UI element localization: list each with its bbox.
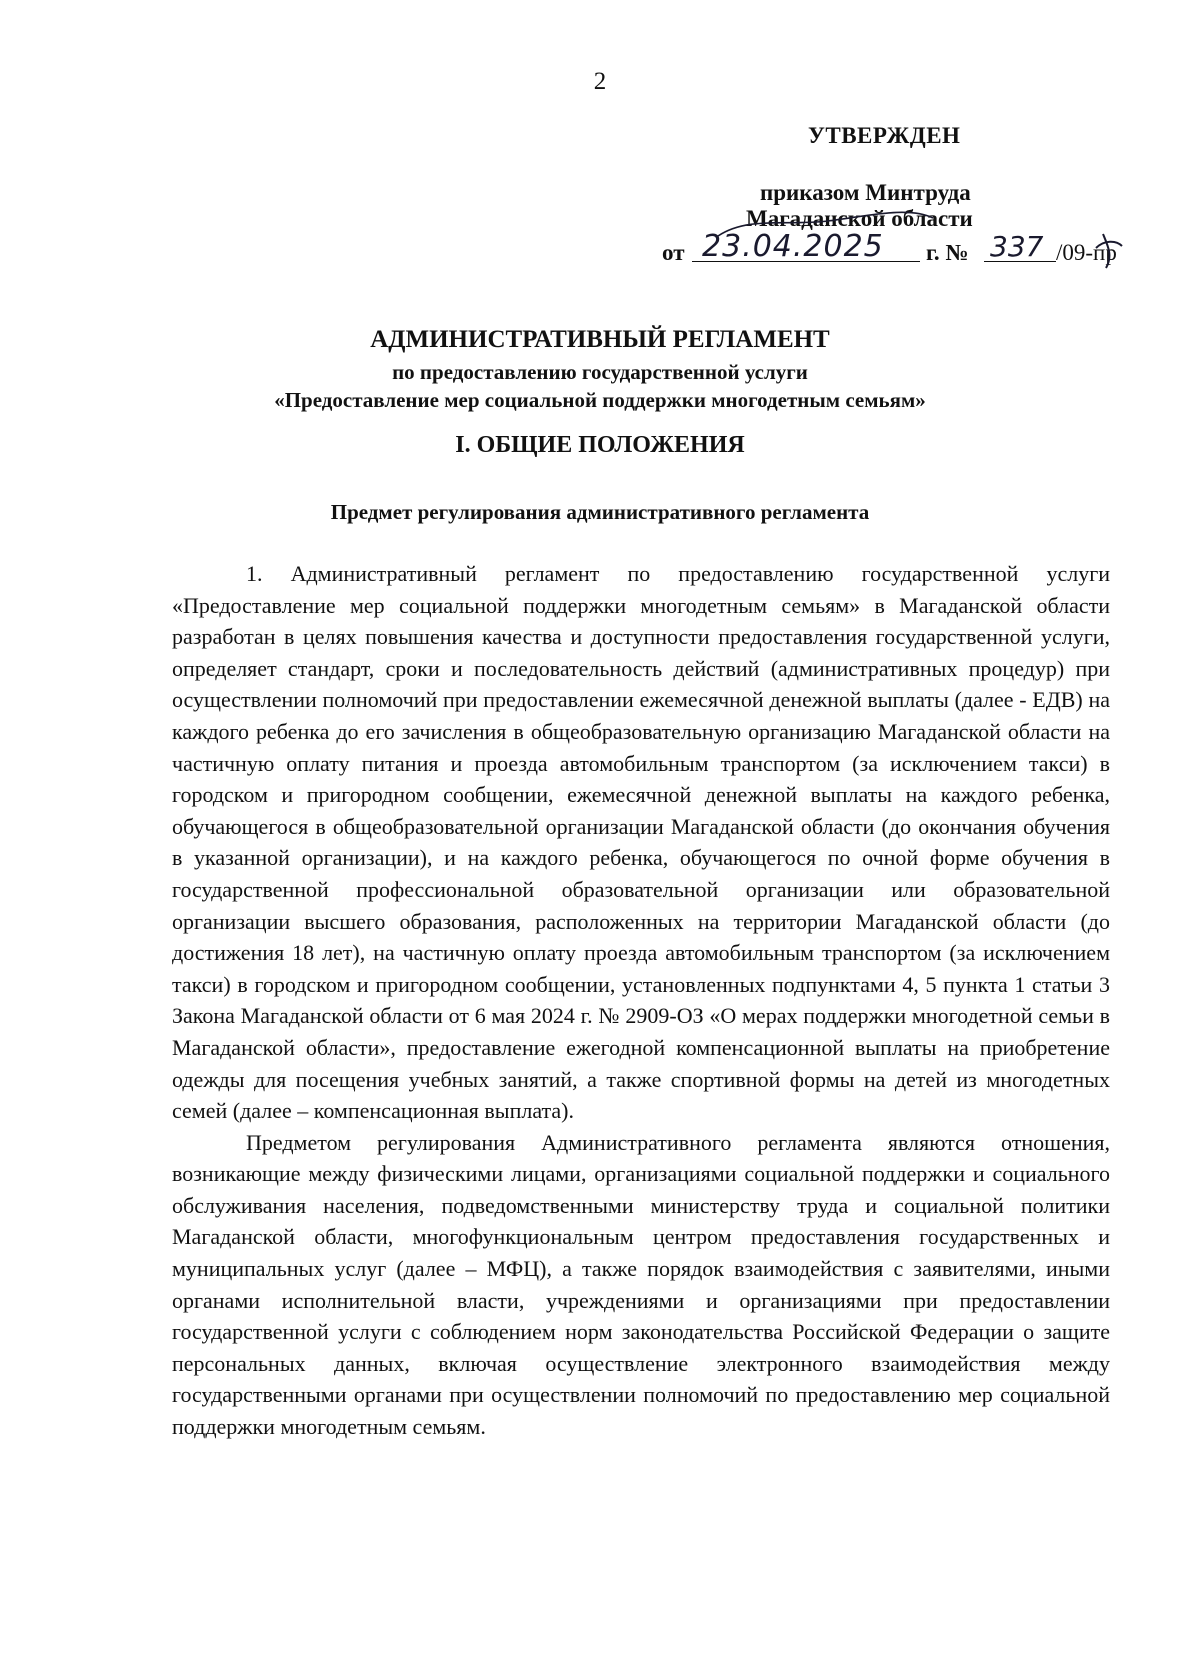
approved-title: УТВЕРЖДЕН <box>808 123 961 148</box>
order-date-handwritten: 23.04.2025 <box>692 232 920 262</box>
section-title: I. ОБЩИЕ ПОЛОЖЕНИЯ <box>455 432 745 458</box>
order-number-suffix: /09-пр <box>1056 240 1117 265</box>
order-region-line: Магаданской области <box>746 206 973 231</box>
paragraph-2: Предметом регулирования Административного регламента являются отношения, возникающие между физическими лицами, организациями социальной поддержки и социального обслуживания населения, подведомственными министерству труда и социальной политики Магаданской области, многофункциональным центром предоставления государственных и муниципальных услуг (далее – МФЦ), а также порядок взаимодействия с заявителями, иными органами исполнительной власти, учреждениями и организациями при предоставлении государственной услуги с соблюдением норм законодательства Российской Федерации о защите персональных данных, включая осуществление электронного взаимодействия между государственными органами при осуществлении полномочий по предоставлению мер социальной поддержки многодетным семьям. <box>172 1129 1110 1440</box>
subject-title: Предмет регулирования административного регламента <box>330 500 870 524</box>
order-date-number-row <box>662 229 1132 266</box>
regulation-header <box>0 322 1200 414</box>
regulation-title: АДМИНИСТРАТИВНЫЙ РЕГЛАМЕНТ <box>370 326 830 353</box>
page-number: 2 <box>593 68 607 95</box>
order-from-label: от <box>662 240 685 265</box>
body-text <box>172 558 1110 1443</box>
order-issuer-line: приказом Минтруда <box>760 180 971 205</box>
order-year-number-label: г. № <box>926 240 969 265</box>
regulation-subtitle-2: «Предоставление мер социальной поддержки многодетным семьям» <box>274 388 926 412</box>
paragraph-1: 1. Административный регламент по предоставлению государственной услуги «Предоставление мер социальной поддержки многодетным семьям» в Магаданской области разработан в целях повышения качества и доступности предоставления государственной услуги, определяет стандарт, сроки и последовательность действий (административных процедур) при осуществлении полномочий при предоставлении ежемесячной денежной выплаты (далее - ЕДВ) на каждого ребенка до его зачисления в общеобразовательную организацию Магаданской области на частичную оплату питания и проезда автомобильным транспортом (за исключением такси) в городском и пригородном сообщении, ежемесячной денежной выплаты на каждого ребенка, обучающегося в общеобразовательной организации Магаданской области (до окончания обучения в указанной организации), и на каждого ребенка, обучающегося по очной форме обучения в государственной профессиональной образовательной организации или образовательной организации высшего образования, расположенных на территории Магаданской области (до достижения 18 лет), на частичную оплату проезда автомобильным транспортом (за исключением такси) в городском и пригородном сообщении, установленных подпунктами 4, 5 пункта 1 статьи 3 Закона Магаданской области от 6 мая 2024 г. № 2909-ОЗ «О мерах поддержки многодетной семьи в Магаданской области», предоставление ежегодной компенсационной выплаты на приобретение одежды для посещения учебных занятий, а также спортивной формы на детей из многодетных семей (далее – компенсационная выплата). <box>172 561 1110 1124</box>
order-number-handwritten: 337 <box>984 232 1056 262</box>
regulation-subtitle-1: по предоставлению государственной услуги <box>392 360 808 384</box>
approval-stamp-block <box>0 0 1200 290</box>
